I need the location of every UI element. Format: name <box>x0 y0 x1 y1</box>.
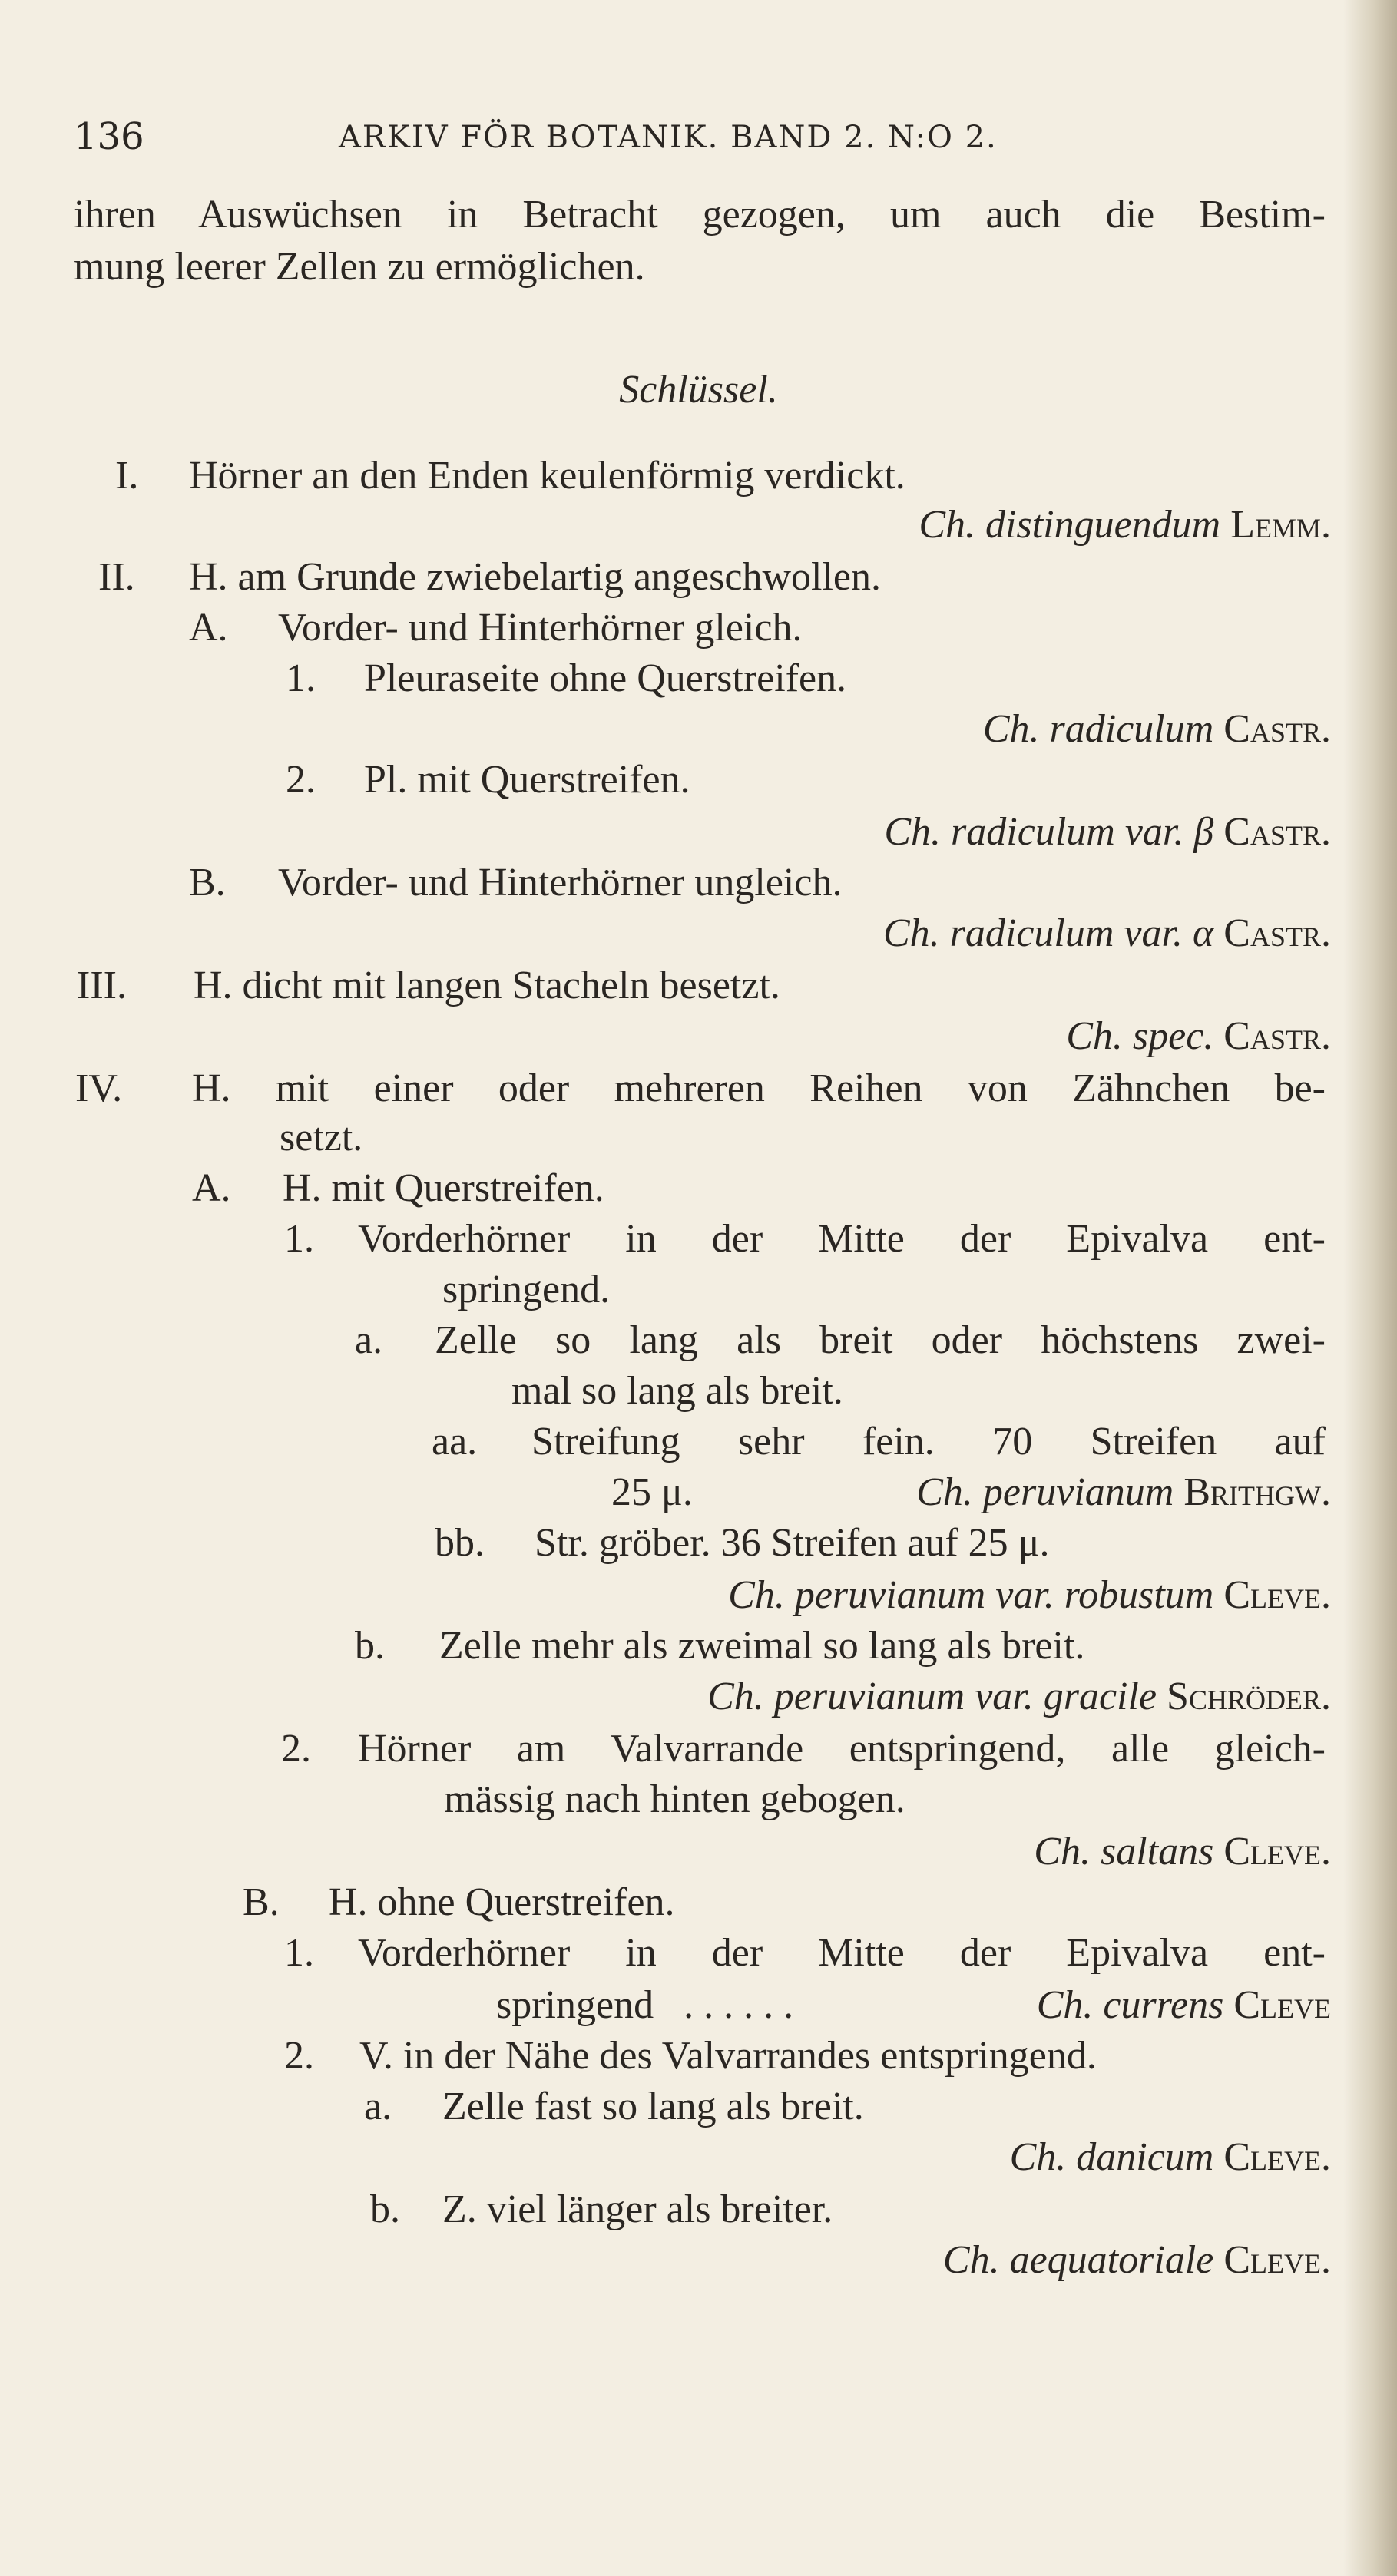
key-text-IV-2: setzt. <box>280 1116 363 1159</box>
key-text-IVA1a-1: Zelle so lang als breit oder höchstens zwei- <box>435 1318 1326 1362</box>
species-entry: Ch. radiculum Castr. <box>982 707 1331 751</box>
species-entry: Ch. currens Cleve <box>1036 1983 1331 2027</box>
key-text-IVB1-2: springend . . . . . . <box>496 1983 794 2027</box>
key-label-IIA2: 2. <box>286 758 316 802</box>
key-text-IVB2a: Zelle fast so lang als breit. <box>442 2085 864 2128</box>
key-text-IIA2: Pl. mit Querstreifen. <box>364 758 690 802</box>
key-text-IVA1-2: springend. <box>442 1268 611 1311</box>
key-text-IVA1b: Zelle mehr als zweimal so lang als breit. <box>439 1624 1085 1668</box>
key-label-III: III. <box>77 964 127 1007</box>
species-entry: Ch. peruvianum var. robustum Cleve. <box>728 1573 1331 1617</box>
key-label-IIB: B. <box>189 861 226 904</box>
key-label-IVB2: 2. <box>284 2034 314 2078</box>
key-text-IIA: Vorder- und Hinterhörner gleich. <box>278 606 803 650</box>
key-label-IVA1a: a. <box>355 1318 383 1362</box>
page-number: 136 <box>74 115 144 158</box>
running-title: ARKIV FÖR BOTANIK. BAND 2. N:O 2. <box>339 120 998 155</box>
key-text-IVB: H. ohne Querstreifen. <box>329 1880 675 1924</box>
species-entry: Ch. peruvianum var. gracile Schröder. <box>707 1675 1331 1718</box>
key-label-IIA1: 1. <box>286 656 316 700</box>
key-text-IIA1: Pleuraseite ohne Querstreifen. <box>364 656 847 700</box>
key-text-IVA2-1: Hörner am Valvarrande entspringend, alle gleich- <box>358 1727 1326 1771</box>
key-text-IIB: Vorder- und Hinterhörner ungleich. <box>278 861 843 904</box>
key-label-IVB1: 1. <box>284 1931 314 1975</box>
section-title: Schlüssel. <box>619 368 778 412</box>
key-label-IVA1: 1. <box>284 1217 314 1261</box>
key-label-IVB2a: a. <box>364 2085 392 2128</box>
key-label-aa: aa. <box>432 1420 478 1463</box>
key-text-IVB2: V. in der Nähe des Valvarrandes entspringend. <box>359 2034 1097 2078</box>
key-label-II: II. <box>98 555 135 599</box>
key-label-I: I. <box>115 454 139 498</box>
key-label-IIA: A. <box>189 606 228 650</box>
key-text-IVA1-1: Vorderhörner in der Mitte der Epivalva ent- <box>358 1217 1326 1261</box>
species-entry: Ch. peruvianum Brithgw. <box>916 1470 1331 1514</box>
key-text-IVB2b: Z. viel länger als breiter. <box>442 2187 833 2231</box>
intro-line-1: ihren Auswüchsen in Betracht gezogen, um auch die Bestim- <box>74 193 1326 236</box>
key-text-I: Hörner an den Enden keulenförmig verdickt. <box>189 454 905 498</box>
key-text-IVB1-1: Vorderhörner in der Mitte der Epivalva ent- <box>358 1931 1326 1975</box>
key-text-bb: Str. gröber. 36 Streifen auf 25 μ. <box>535 1521 1050 1565</box>
key-label-IVA: A. <box>192 1166 231 1210</box>
species-entry: Ch. distinguendum Lemm. <box>919 503 1331 547</box>
species-entry: Ch. saltans Cleve. <box>1034 1830 1331 1873</box>
species-entry: Ch. radiculum var. α Castr. <box>882 911 1331 955</box>
key-label-IVA1b: b. <box>355 1624 385 1668</box>
key-text-IVA2-2: mässig nach hinten gebogen. <box>444 1777 905 1821</box>
species-entry: Ch. spec. Castr. <box>1066 1014 1331 1058</box>
key-label-bb: bb. <box>435 1521 485 1565</box>
key-label-IVA2: 2. <box>281 1727 311 1771</box>
intro-line-2: mung leerer Zellen zu ermöglichen. <box>74 245 645 289</box>
key-text-aa-2: 25 μ. <box>611 1470 693 1514</box>
key-label-IV: IV. <box>75 1066 123 1110</box>
key-text-IVA1a-2: mal so lang als breit. <box>511 1369 843 1413</box>
key-text-IV-1: H. mit einer oder mehreren Reihen von Zähnchen be- <box>192 1066 1326 1110</box>
key-label-IVB2b: b. <box>370 2187 400 2231</box>
species-entry: Ch. danicum Cleve. <box>1009 2135 1331 2179</box>
key-text-aa-1: Streifung sehr fein. 70 Streifen auf <box>531 1420 1326 1463</box>
species-entry: Ch. aequatoriale Cleve. <box>942 2238 1331 2282</box>
key-text-II: H. am Grunde zwiebelartig angeschwollen. <box>189 555 882 599</box>
species-entry: Ch. radiculum var. β Castr. <box>884 810 1331 854</box>
page-header <box>74 115 1318 161</box>
key-text-IVA: H. mit Querstreifen. <box>283 1166 604 1210</box>
key-text-III: H. dicht mit langen Stacheln besetzt. <box>194 964 780 1007</box>
key-label-IVB: B. <box>243 1880 280 1924</box>
